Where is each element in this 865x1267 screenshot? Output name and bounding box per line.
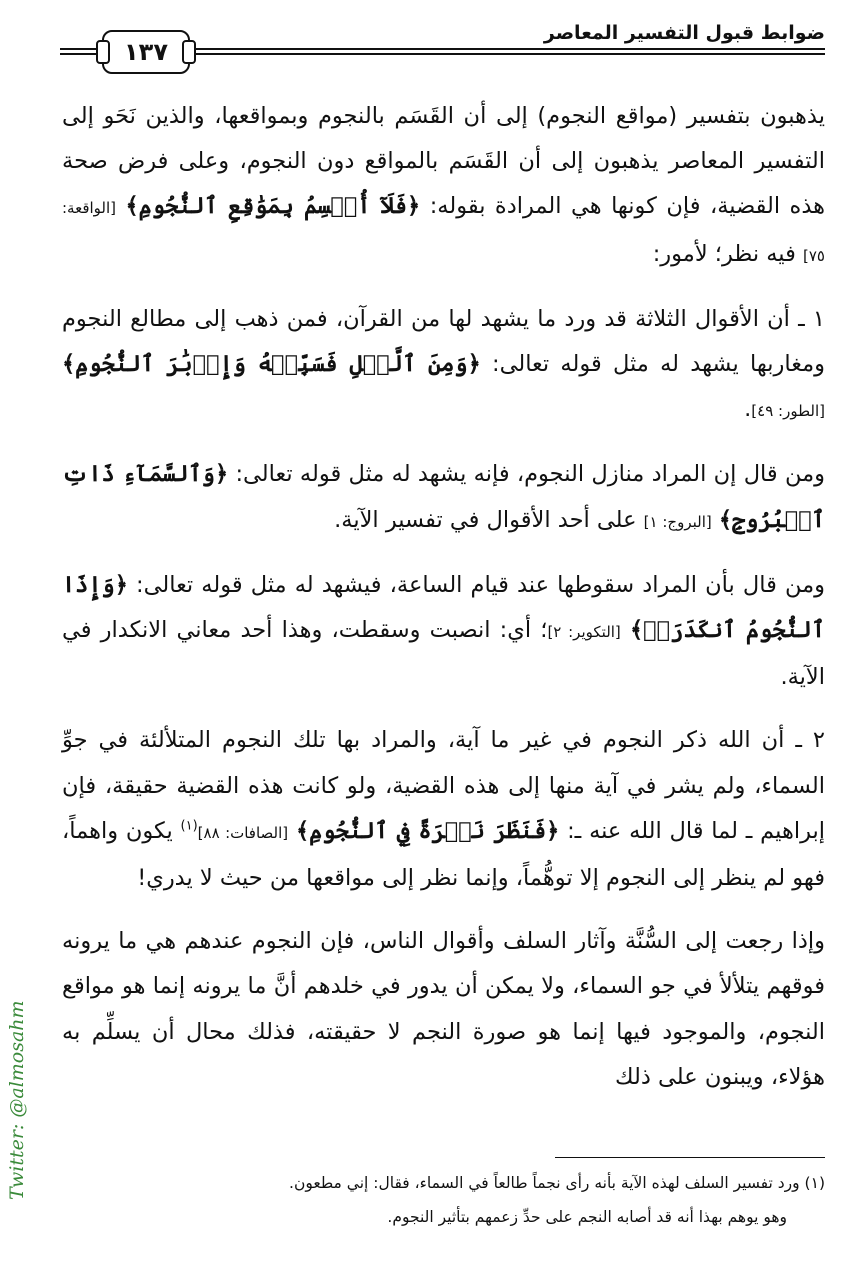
paragraph-4	[62, 563, 825, 701]
watermark: Twitter: @almosahm	[6, 1000, 28, 1200]
main-text	[62, 94, 825, 1118]
paragraph-2	[62, 297, 825, 435]
footnote-1: (١) ورد تفسير السلف لهذه الآية بأنه رأى نجماً طالعاً في السماء، فقال: إني مطعون.	[289, 1174, 825, 1192]
text: يذهبون بتفسير (مواقع النجوم) إلى أن القَسَم بالنجوم وبمواقعها، والذين نَحَو إلى التفسير المعاصر يذهبون إلى أن القَسَم بالمواقع دون النجوم، وعلى فرض صحة هذه القضية، فإن كونها هي المرادة بقوله:	[62, 103, 825, 220]
verse-reference: [البروج: ١]	[643, 512, 712, 531]
quran-verse: ﴿وَإِذَا ٱلنُّجُومُ ٱنكَدَرَتۡ﴾	[62, 571, 826, 644]
paragraph-5	[62, 718, 825, 901]
verse-reference: [التكوير: ٢]	[547, 623, 621, 642]
text: ومن قال إن المراد منازل النجوم، فإنه يشهد له مثل قوله تعالى:	[228, 461, 825, 488]
page-number: ١٣٧	[124, 38, 168, 66]
header-rule-right	[190, 48, 825, 55]
footnote-separator	[555, 1157, 825, 1158]
paragraph-6	[62, 919, 825, 1100]
quran-verse: ﴿فَلَآ أُقۡسِمُ بِمَوَٰقِعِ ٱلنُّجُومِ﴾	[125, 193, 421, 220]
text: على أحد الأقوال في تفسير الآية.	[334, 506, 644, 533]
footnotes	[62, 1166, 825, 1234]
page-header	[60, 18, 825, 74]
text: ؛ أي: انصبت وسقطت، وهذا أحد معاني الانكدار في الآية.	[62, 617, 825, 691]
verse-reference: [الصافات: ٨٨]	[197, 823, 289, 842]
text: ٢ ـ أن الله ذكر النجوم في غير ما آية، والمراد بها تلك النجوم المتلألئة في جوِّ السماء، ولم يشر في آية منها إلى هذه القضية، ولو كانت هذه القضية حقيقة، فإن إبراهيم ـ لما قال الله عنه ـ:	[62, 727, 825, 844]
verse-reference: [الطور: ٤٩]	[751, 402, 825, 421]
text: فيه نظر؛ لأمور:	[652, 240, 804, 267]
footnote-marker[interactable]: (١)	[180, 818, 198, 834]
text: ومن قال بأن المراد سقوطها عند قيام الساعة، فيشهد له مثل قوله تعالى:	[127, 571, 825, 598]
text: وإذا رجعت إلى السُّنَّة وآثار السلف وأقوال الناس، فإن النجوم عندهم هي ما يرونه فوقهم يتلألأ في جو السماء، ولا يمكن أن يدور في خلدهم أنَّ ما يرونه إنما هو مواقع النجوم، والموجود فيها إنما هو صورة النجم لا حقيقته، فذلك محال أن يسلِّم به هؤلاء، ويبنون على ذلك	[62, 928, 825, 1090]
header-rule-left	[60, 48, 100, 55]
running-title: ضوابط قبول التفسير المعاصر	[536, 22, 825, 44]
quran-verse: ﴿وَٱلسَّمَآءِ ذَاتِ ٱلۡبُرُوجِ﴾	[62, 461, 825, 533]
text: ١ ـ أن الأقوال الثلاثة قد ورد ما يشهد لها من القرآن، فمن ذهب إلى مطالع النجوم ومغاربها يشهد له مثل قوله تعالى:	[62, 305, 825, 378]
paragraph-3	[62, 452, 825, 544]
quran-verse: ﴿فَنَظَرَ نَظۡرَةً فِي ٱلنُّجُومِ﴾	[295, 817, 560, 844]
text: .	[744, 396, 752, 423]
verse-reference: [الواقعة: ٧٥]	[62, 199, 825, 265]
quran-verse: ﴿وَمِنَ ٱلَّيۡلِ فَسَبِّحۡهُ وَإِدۡبَٰرَ ٱلنُّجُومِ﴾	[62, 351, 481, 378]
text: يكون واهماً، فهو لم ينظر إلى النجوم إلا توهُّماً، وإنما نظر إلى مواقعها من حيث لا يدري!	[62, 817, 825, 892]
paragraph-1	[62, 94, 825, 279]
page-number-badge	[102, 30, 190, 74]
footnote-1-continued: وهو يوهم بهذا أنه قد أصابه النجم على حدِّ زعمهم بتأثير النجوم.	[387, 1208, 787, 1226]
